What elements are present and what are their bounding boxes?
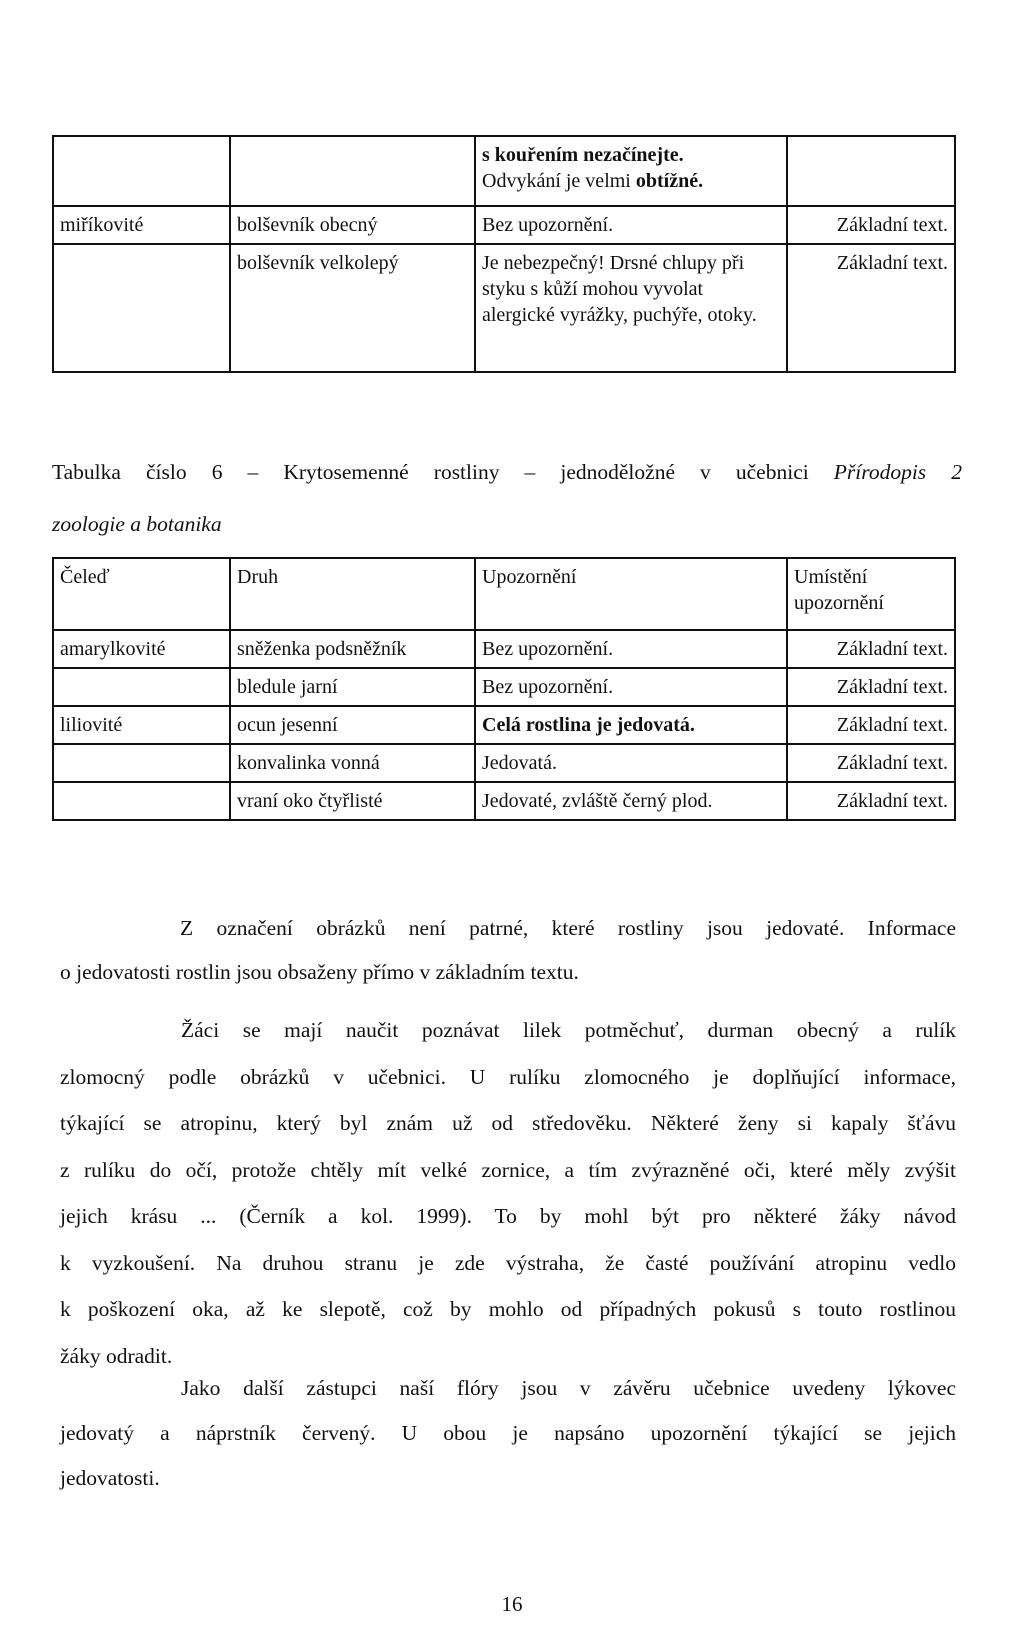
paragraph-line: jejich krásu ... (Černík a kol. 1999). To by mohl být pro některé žáky návod: [60, 1204, 956, 1228]
species-cell: sněženka podsněžník: [230, 630, 475, 668]
paragraph-line: o jedovatosti rostlin jsou obsaženy přímo v základním textu.: [60, 960, 579, 984]
warning-cell: Bez upozornění.: [475, 630, 787, 668]
placement-cell: Základní text.: [787, 630, 955, 668]
table-row: [53, 782, 955, 820]
table-row: [53, 630, 955, 668]
table-header-row: [53, 558, 955, 630]
paragraph-line: jedovatosti.: [60, 1466, 160, 1490]
paragraph-line: k vyzkoušení. Na druhou stranu je zde výstraha, že časté používání atropinu vedlo: [60, 1250, 956, 1275]
warning-cell: Jedovatá.: [475, 744, 787, 782]
species-cell: vraní oko čtyřlisté: [230, 782, 475, 820]
family-cell: amarylkovité: [53, 630, 230, 668]
warning-text-bold: obtížné.: [635, 170, 704, 192]
table-cell: [787, 136, 955, 206]
species-cell: konvalinka vonná: [230, 744, 475, 782]
paragraph-1: [60, 906, 956, 994]
family-cell: [53, 782, 230, 820]
family-cell: [53, 668, 230, 706]
placement-cell: Základní text.: [787, 206, 955, 244]
table-cell: [53, 136, 230, 206]
placement-cell: Základní text.: [787, 668, 955, 706]
header-family: Čeleď: [53, 558, 230, 630]
paragraph-line: Z označení obrázků není patrné, které rostliny jsou jedovaté. Informace: [180, 916, 956, 940]
warning-cell: Celá rostlina je jedovatá.: [475, 706, 787, 744]
plants-table-continued: [52, 135, 956, 373]
warning-cell: Je nebezpečný! Drsné chlupy při styku s kůží mohou vyvolat alergické vyrážky, puchýře, otoky.: [475, 244, 787, 372]
caption-prefix: Tabulka číslo 6 – Krytosemenné rostliny – jednoděložné v učebnici: [52, 460, 834, 484]
warning-bold-text: s kouřením nezačínejte.: [482, 144, 684, 166]
header-warning: Upozornění: [475, 558, 787, 630]
paragraph-line: týkající se atropinu, který byl znám už od středověku. Některé ženy si kapaly šťávu: [60, 1111, 956, 1135]
table-row: [53, 706, 955, 744]
paragraph-3: [60, 1366, 956, 1501]
species-cell: ocun jesenní: [230, 706, 475, 744]
page-number: 16: [501, 1592, 523, 1616]
paragraph-line: z rulíku do očí, protože chtěly mít velké zornice, a tím zvýrazněné oči, které měly zvýšit: [60, 1157, 956, 1182]
book-title-part-1: Přírodopis 2: [833, 460, 962, 484]
paragraph-line: žáky odradit.: [60, 1343, 173, 1368]
warning-text-start: Odvykání je velmi: [482, 170, 636, 192]
table-cell: [475, 136, 787, 206]
species-cell: bledule jarní: [230, 668, 475, 706]
placement-cell: Základní text.: [787, 244, 955, 372]
table-cell: [230, 136, 475, 206]
family-cell: [53, 744, 230, 782]
table-row: [53, 136, 955, 206]
paragraph-line: Žáci se mají naučit poznávat lilek potměchuť, durman obecný a rulík: [181, 1018, 956, 1042]
paragraph-line: zlomocný podle obrázků v učebnici. U rulíku zlomocného je doplňující informace,: [60, 1064, 956, 1089]
species-cell: bolševník obecný: [230, 206, 475, 244]
caption-line-1: [52, 446, 962, 498]
book-title-part-2: zoologie a botanika: [52, 512, 222, 536]
table-row: [53, 744, 955, 782]
paragraph-line: k poškození oka, až ke slepotě, což by mohlo od případných pokusů s touto rostlinou: [60, 1297, 956, 1321]
placement-cell: Základní text.: [787, 706, 955, 744]
table-row: [53, 244, 955, 372]
warning-cell: Bez upozornění.: [475, 206, 787, 244]
warning-cell: Jedovaté, zvláště černý plod.: [475, 782, 787, 820]
header-placement: Umístění upozornění: [787, 558, 955, 630]
species-cell: bolševník velkolepý: [230, 244, 475, 372]
paragraph-line: Jako další zástupci naší flóry jsou v závěru učebnice uvedeny lýkovec: [181, 1376, 956, 1400]
family-cell: miříkovité: [53, 206, 230, 244]
table-row: [53, 668, 955, 706]
placement-cell: Základní text.: [787, 744, 955, 782]
family-cell: liliovité: [53, 706, 230, 744]
placement-cell: Základní text.: [787, 782, 955, 820]
table-caption: [52, 446, 962, 550]
monocots-table: [52, 557, 956, 821]
header-species: Druh: [230, 558, 475, 630]
table-row: [53, 206, 955, 244]
family-cell: [53, 244, 230, 372]
paragraph-line: jedovatý a náprstník červený. U obou je napsáno upozornění týkající se jejich: [60, 1421, 956, 1445]
warning-cell: Bez upozornění.: [475, 668, 787, 706]
paragraph-2: [60, 1007, 956, 1379]
warning-text: [482, 168, 780, 194]
